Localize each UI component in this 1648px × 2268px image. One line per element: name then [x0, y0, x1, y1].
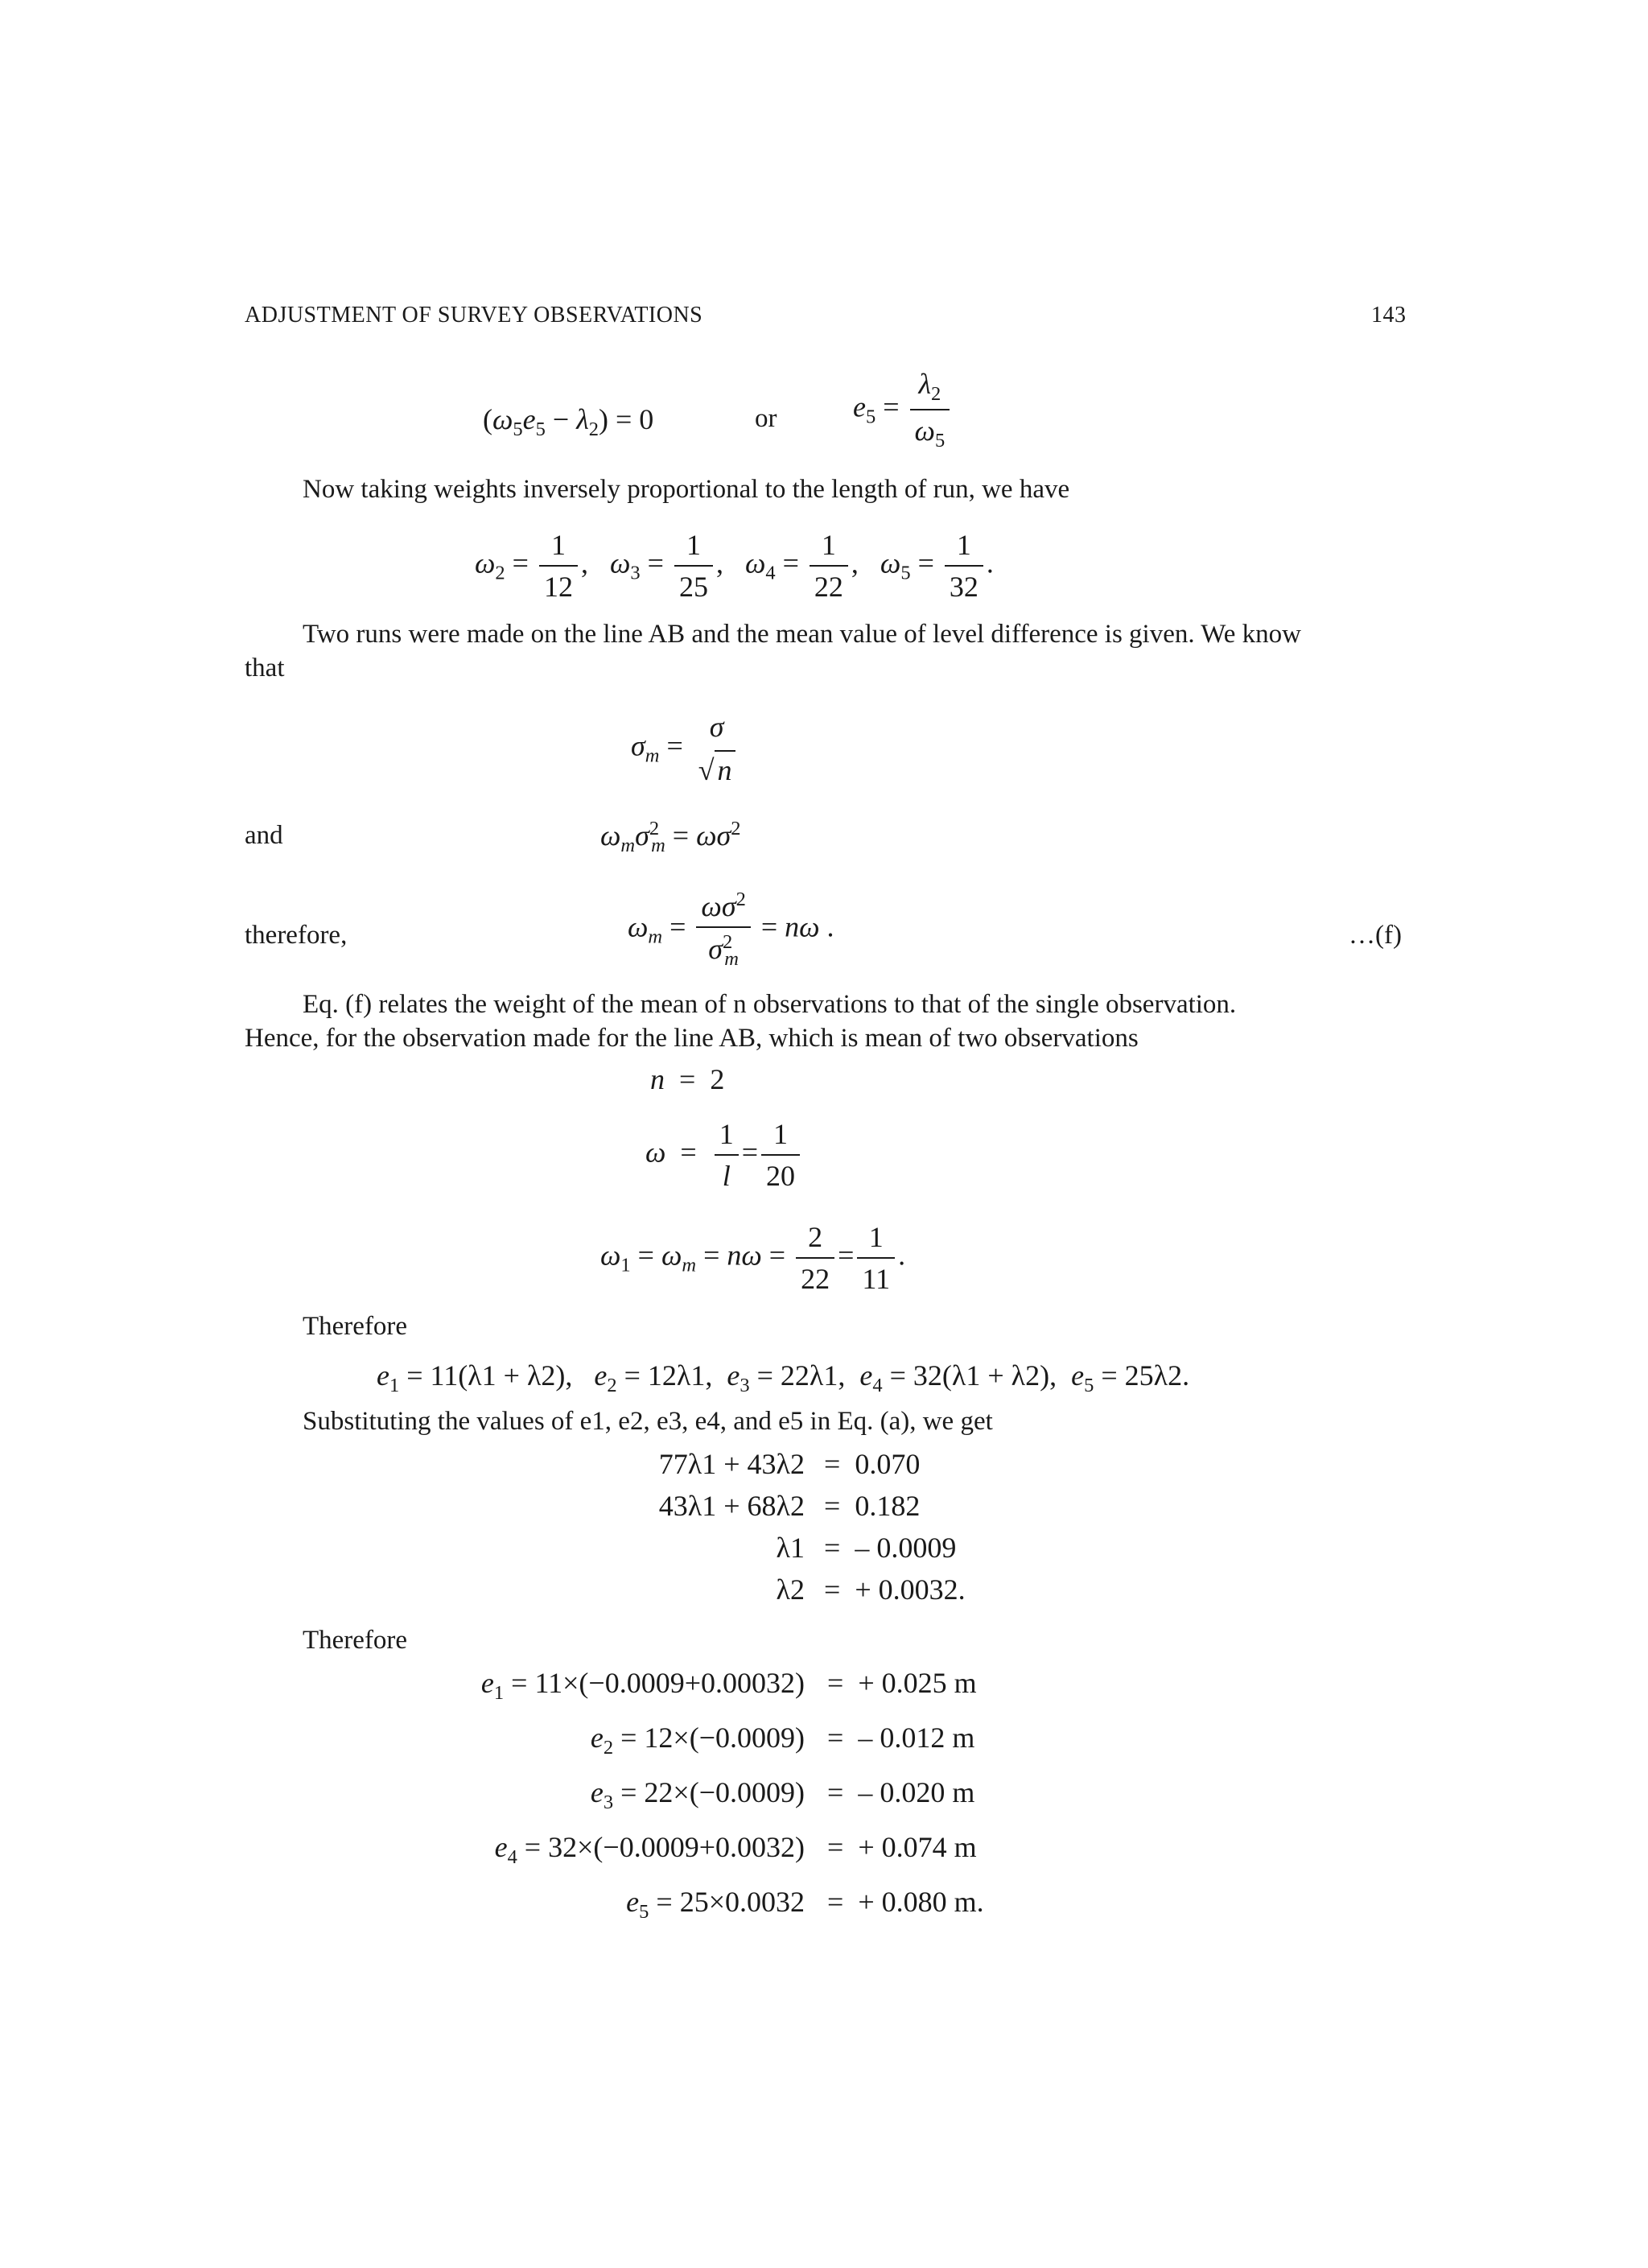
result-e4-expr: $e_4 = 32\times(-0.0009+0.0032)$: [494, 1831, 805, 1869]
result-e3-expr: $e_3 = 22\times(-0.0009)$: [590, 1776, 805, 1814]
system-row-1-lhs: 77λ1 + 43λ2: [658, 1448, 805, 1480]
result-e1-expr: $e_1 = 11\times(-0.0009+0.00032)$: [480, 1667, 805, 1705]
paragraph-two-runs-line1: Two runs were made on the line AB and the mean value of level difference is given. We know: [303, 620, 1302, 649]
result-e4-value: = + 0.074 m: [827, 1831, 977, 1863]
or-text: or: [755, 404, 777, 433]
equation-omega1: $\omega_1 = \omega_m = n\omega$ = $\frac{2}{22}$ = $\frac{1}{11}$ .: [600, 1221, 906, 1295]
equation-f: $\omega_m$ = $\frac{\omega\sigma^2}{\sigma^2_m}$ = nω .: [628, 889, 834, 971]
system-row-2-rhs: = 0.182: [824, 1490, 921, 1522]
and-text: and: [245, 821, 283, 850]
equation-tag-f: …(f): [1349, 921, 1402, 950]
running-title: ADJUSTMENT OF SURVEY OBSERVATIONS: [245, 303, 703, 328]
result-e2-value: = – 0.012 m: [827, 1722, 975, 1754]
system-row-4-rhs: = + 0.0032.: [824, 1573, 966, 1606]
equation-e5-solution: $e_5$ = $\frac{\lambda_2}{\omega_5}$: [853, 367, 953, 452]
equation-sigma-mean: $\sigma_m$ = σ √ n: [631, 710, 744, 787]
system-row-4-lhs: λ2: [776, 1573, 805, 1606]
therefore-comma-text: therefore,: [245, 921, 348, 950]
result-e2-expr: $e_2 = 12\times(-0.0009)$: [590, 1722, 805, 1759]
paragraph-eq-f-line1: Eq. (f) relates the weight of the mean of n observations to that of the single observation.: [303, 990, 1237, 1019]
page-number: 143: [1371, 303, 1407, 328]
paragraph-two-runs-line2: that: [245, 654, 285, 682]
equation-omega: ω = $\frac{1}{l}$ = $\frac{1}{20}$: [645, 1117, 803, 1193]
therefore-text-2: Therefore: [303, 1626, 408, 1655]
system-row-1-rhs: = 0.070: [824, 1448, 921, 1480]
system-row-3-lhs: λ1: [776, 1532, 805, 1564]
therefore-text-1: Therefore: [303, 1312, 408, 1341]
result-e3-value: = – 0.020 m: [827, 1776, 975, 1808]
system-row-2-lhs: 43λ1 + 68λ2: [658, 1490, 805, 1522]
paragraph-weights-intro: Now taking weights inversely proportional to the length of run, we have: [303, 475, 1070, 504]
equation-e-values: $e_1 = 11(\lambda 1 + \lambda 2)$, $e_2 = 12\lambda 1$, $e_3 = 22\lambda 1$, $e_4 = 32(\lambda 1 + \lambda 2)$, $e_5 = 25\lambda 2$.: [377, 1359, 1190, 1397]
equation-weights: $\omega_2$ = $\frac{1}{12}$ , $\omega_3$ = $\frac{1}{25}$ , $\omega_4$ = $\frac{1}{22}$ , $\omega_5$ = $\frac{1}{32}$ .: [475, 529, 994, 603]
equation-weight-variance: $\omega_m\sigma^2_m = \omega\sigma^2$: [600, 818, 741, 857]
system-row-3-rhs: = – 0.0009: [824, 1532, 957, 1564]
result-e5-value: = + 0.080 m.: [827, 1886, 984, 1918]
paragraph-substituting: Substituting the values of e1, e2, e3, e4, and e5 in Eq. (a), we get: [303, 1407, 993, 1436]
result-e1-value: = + 0.025 m: [827, 1667, 977, 1699]
equation-lagrange-e5: $(\omega_5e_5 - \lambda_2) = 0$: [483, 403, 654, 441]
paragraph-eq-f-line2: Hence, for the observation made for the line AB, which is mean of two observations: [245, 1024, 1139, 1053]
result-e5-expr: $e_5 = 25\times 0.0032$: [626, 1886, 805, 1924]
equation-n: n = 2: [650, 1063, 725, 1095]
